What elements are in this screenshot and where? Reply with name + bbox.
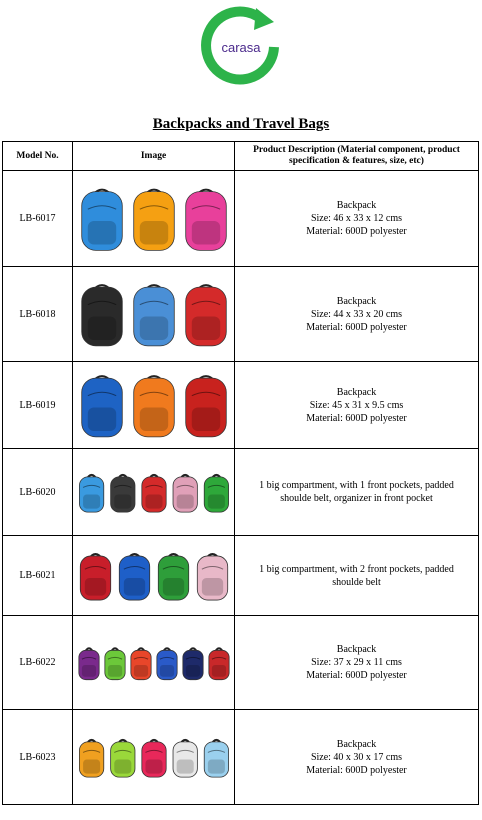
description-line: Size: 40 x 30 x 17 cms [310, 751, 403, 763]
model-number: LB-6020 [3, 449, 73, 536]
product-image [73, 362, 235, 449]
description-line: Material: 600D polyester [306, 412, 407, 424]
product-description [235, 710, 479, 805]
backpack-illustration [208, 648, 228, 679]
backpack-illustration [133, 285, 174, 346]
model-number: LB-6022 [3, 616, 73, 710]
backpack-illustration [141, 739, 165, 776]
product-description [235, 267, 479, 362]
product-image [73, 616, 235, 710]
table-row [3, 616, 479, 710]
carasa-logo [198, 4, 284, 90]
product-description [235, 449, 479, 536]
product-image [73, 449, 235, 536]
description-line: Material: 600D polyester [306, 226, 407, 237]
backpack-illustration [182, 648, 202, 679]
backpack-illustration [173, 739, 197, 776]
backpack-illustration [79, 739, 103, 776]
backpack-illustration [78, 648, 98, 679]
table-row [3, 362, 479, 449]
backpack-illustration [158, 553, 188, 599]
backpack-illustration [204, 739, 228, 776]
product-table [2, 141, 479, 805]
description-line: Size: 44 x 33 x 20 cms [310, 308, 403, 320]
description-line: Backpack [336, 295, 377, 307]
model-number: LB-6018 [3, 267, 73, 362]
header-image: Image [73, 142, 235, 171]
table-row [3, 710, 479, 805]
backpack-illustration [81, 285, 122, 346]
backpack-illustration [133, 376, 174, 437]
description-line: 1 big compartment, with 1 front pockets, padded [259, 480, 454, 491]
backpack-illustration [81, 376, 122, 437]
product-description [235, 536, 479, 616]
product-description [235, 616, 479, 710]
table-row [3, 449, 479, 536]
backpack-illustration [204, 474, 228, 511]
description-line: shoulde belt, organizer in front pocket [280, 493, 433, 504]
description-line: Material: 600D polyester [306, 764, 407, 776]
backpack-illustration [110, 739, 134, 776]
model-number: LB-6017 [3, 171, 73, 267]
description-line: Backpack [336, 644, 377, 655]
backpack-illustration [79, 474, 103, 511]
header-model: Model No. [3, 142, 73, 171]
product-image [73, 171, 235, 267]
backpack-illustration [119, 553, 149, 599]
description-line: Backpack [336, 200, 377, 211]
backpack-illustration [156, 648, 176, 679]
model-number: LB-6019 [3, 362, 73, 449]
model-number: LB-6021 [3, 536, 73, 616]
backpack-illustration [185, 376, 226, 437]
description-line: Backpack [336, 386, 377, 398]
backpack-illustration [197, 553, 227, 599]
table-row [3, 536, 479, 616]
description-line: shoulde belt [332, 576, 381, 588]
product-description [235, 362, 479, 449]
product-image [73, 267, 235, 362]
backpack-illustration [185, 285, 226, 346]
table-header-row [3, 142, 479, 171]
header [0, 0, 482, 100]
table-row [3, 267, 479, 362]
backpack-illustration [80, 553, 110, 599]
page-title: Backpacks and Travel Bags [152, 116, 330, 132]
description-line: Material: 600D polyester [306, 670, 407, 681]
product-image [73, 710, 235, 805]
model-number: LB-6023 [3, 710, 73, 805]
description-line: 1 big compartment, with 2 front pockets, padded [259, 563, 454, 575]
backpack-illustration [104, 648, 124, 679]
description-line: Size: 45 x 31 x 9.5 cms [309, 399, 404, 411]
description-line: Backpack [336, 738, 377, 750]
description-line: Size: 46 x 33 x 12 cms [310, 213, 403, 224]
backpack-illustration [141, 474, 165, 511]
backpack-illustration [81, 189, 122, 250]
product-description [235, 171, 479, 267]
description-line: Size: 37 x 29 x 11 cms [311, 657, 402, 668]
backpack-illustration [173, 474, 197, 511]
backpack-illustration [110, 474, 134, 511]
backpack-illustration [130, 648, 150, 679]
table-row [3, 171, 479, 267]
backpack-illustration [133, 189, 174, 250]
logo-text: carasa [221, 40, 261, 55]
product-image [73, 536, 235, 616]
description-line: Material: 600D polyester [306, 321, 407, 333]
header-description: Product Description (Material component, product specification & features, size, etc) [235, 142, 479, 171]
backpack-illustration [185, 189, 226, 250]
